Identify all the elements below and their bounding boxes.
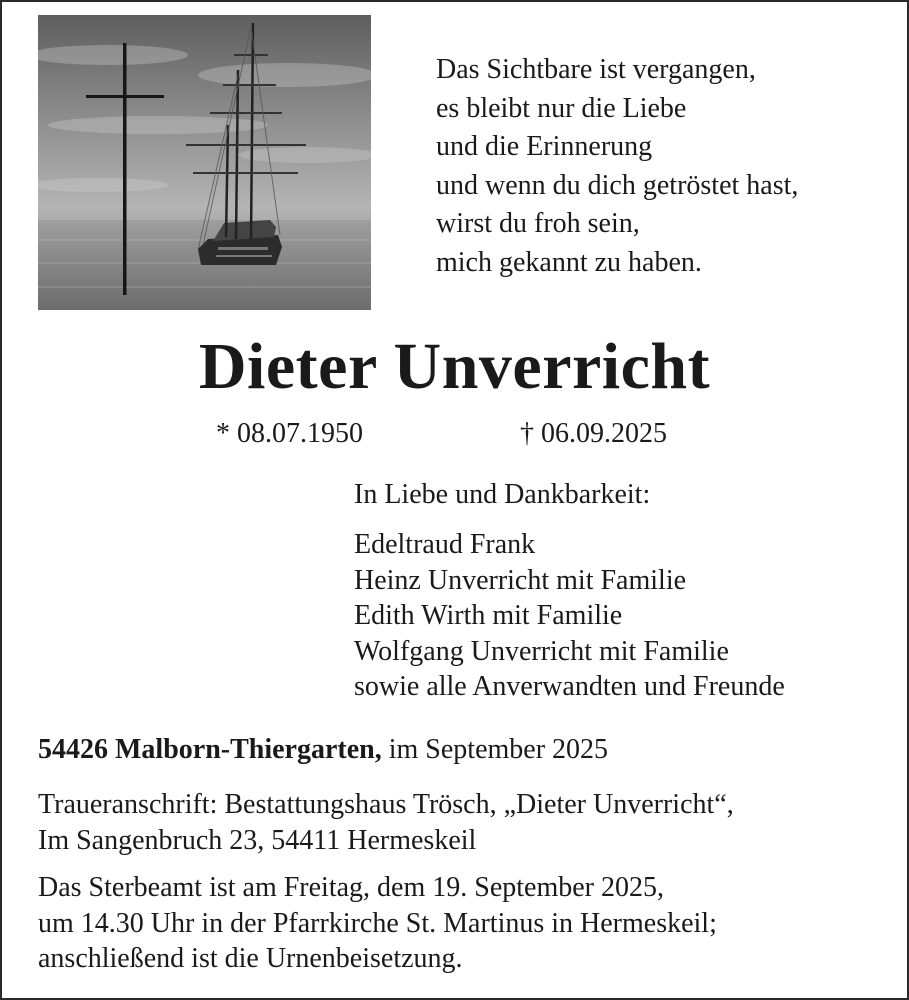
poem-line: wirst du froh sein, [436, 208, 640, 239]
service-line: Das Sterbeamt ist am Freitag, dem 19. September 2025, [38, 872, 664, 903]
poem-line: und die Erinnerung [436, 131, 653, 162]
poem-line: es bleibt nur die Liebe [436, 92, 687, 124]
mourners-list [354, 527, 785, 705]
service-line: anschließend ist die Urnenbeisetzung. [38, 943, 463, 974]
service-info [38, 870, 717, 977]
mourner-name: Edeltraud Frank [354, 529, 536, 560]
mourner-name: sowie alle Anverwandten und Freunde [354, 671, 785, 702]
mourner-name: Heinz Unverricht mit Familie [354, 564, 687, 596]
deceased-name: Dieter Unverricht [198, 330, 711, 403]
poem-line: und wenn du dich getröstet hast, [436, 169, 799, 201]
mourner-name: Edith Wirth mit Familie [354, 600, 623, 631]
address-line: Traueranschrift: Bestattungshaus Trösch, „Dieter Unverricht“, [38, 789, 734, 820]
place-date: im September 2025 [381, 734, 609, 765]
poem-line: Das Sichtbare ist vergangen, [436, 54, 756, 85]
birth-date: * 08.07.1950 [216, 418, 363, 449]
death-date: † 06.09.2025 [520, 418, 667, 449]
mourner-name: Wolfgang Unverricht mit Familie [354, 635, 729, 667]
address-line: Im Sangenbruch 23, 54411 Hermeskeil [38, 825, 477, 856]
sailing-ship-photo [38, 15, 371, 310]
place-and-date [38, 733, 608, 767]
mourning-address [38, 787, 734, 859]
service-line: um 14.30 Uhr in der Pfarrkirche St. Martinus in Hermeskeil; [38, 907, 717, 939]
poem-line: mich gekannt zu haben. [436, 246, 702, 278]
mourners-intro: In Liebe und Dankbarkeit: [354, 479, 651, 510]
poem [436, 51, 798, 282]
place-location: 54426 Malborn-Thiergarten, [38, 734, 382, 765]
ship-and-cross-illustration [38, 15, 371, 310]
